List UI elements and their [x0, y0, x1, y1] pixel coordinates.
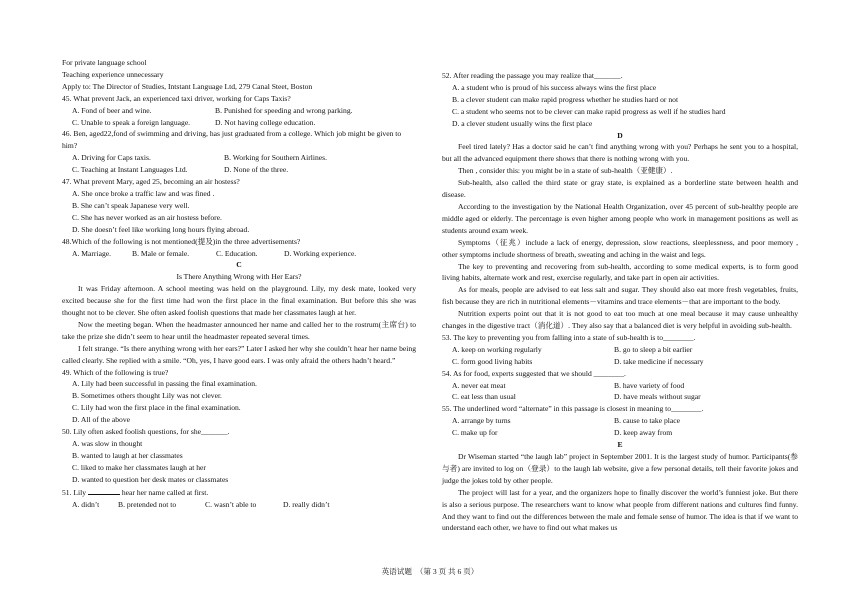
question-53-stem: 53. The key to preventing you from falling into a state of sub-health is to________. [442, 332, 696, 342]
option-d: D. really didn’t [283, 499, 330, 509]
question-55-options-row2 [442, 427, 798, 439]
option-d: D. None of the three. [224, 165, 289, 175]
passage-paragraph: Dr Wiseman started “the laugh lab” project in September 2001. It is the largest study of humor. Participants(参与者) are invited to log on（登录）to the laugh lab website, give a few personal details, tell their favorite jokes and judge the jokes told by other people. [442, 452, 798, 485]
question-49-stem: 49. Which of the following is true? [62, 367, 169, 377]
passage-paragraph: According to the investigation by the National Health Organization, over 45 percent of sub-healthy people are middle aged or elderly. The percentage is even higher among people who work in management positions as well as students around exam week. [442, 201, 798, 235]
question-48-options [62, 248, 416, 260]
option-a: A. arrange by turns [452, 416, 511, 426]
question-51-stem-end: hear her name called at first. [121, 487, 209, 497]
passage-paragraph: Now the meeting began. When the headmaster announced her name and called her to the rostrum(主席台) to take the prize she didn’t seem to hear until the headmaster repeated several times. [62, 319, 416, 341]
question-46-options-row1 [62, 152, 416, 164]
left-column [62, 57, 416, 510]
question-51-options [62, 499, 416, 511]
option-a: A. Driving for Caps taxis. [72, 153, 151, 163]
question-54-options-row2 [442, 391, 798, 403]
option-b: B. Male or female. [132, 248, 190, 258]
option-a: A. a student who is proud of his success always wins the first place [452, 82, 657, 92]
option-d: D. wanted to question her desk mates or classmates [72, 474, 229, 484]
question-48-stem: 48.Which of the following is not mentioned(提及)in the three advertisements? [62, 236, 301, 246]
option-a: A. She once broke a traffic law and was fined . [72, 188, 215, 198]
answer-blank [88, 486, 120, 495]
option-a: A. keep on working regularly [452, 344, 542, 354]
option-c: C. She has never worked as an air hostess before. [72, 212, 222, 222]
question-47-stem: 47. What prevent Mary, aged 25, becoming an air hostess? [62, 177, 240, 187]
passage-paragraph: The project will last for a year, and the organizers hope to finally discover the world’s funniest joke. But there is also a serious purpose. The researchers want to know what people from different nations and cultures find funny. And they want to find out the differences between the male and female sense of humor. The idea is that if we want to understand each other, we have to find out what makes us [442, 487, 798, 533]
option-d: D. a clever student usually wins the first place [452, 118, 593, 128]
section-e-letter: E [617, 440, 623, 450]
question-50-stem: 50. Lily often asked foolish questions, for she_______. [62, 427, 230, 437]
option-d: D. All of the above [72, 415, 130, 425]
question-53-options-row1 [442, 344, 798, 356]
option-d: D. keep away from [614, 428, 673, 438]
passage-paragraph: Nutrition experts point out that it is not good to eat too much at one meal because it may cause unhealthy changes in the digestive tract（消化道）. They also say that a balanced diet is very helpful in avoiding sub-health. [442, 309, 798, 331]
passage-paragraph: Feel tired lately? Has a doctor said he can’t find anything wrong with you? Perhaps he sent you to a hospital, but all the advanced equipment there shows that there is nothing wrong with you. [442, 142, 798, 164]
option-a: A. didn’t [72, 499, 100, 509]
passage-paragraph: As for meals, people are advised to eat less salt and sugar. They should also eat more fresh vegetables, fruits, fish because they are rich in nutritional elements－vitamins and trace elements－that are important to the body. [442, 285, 798, 307]
option-d: D. She doesn’t feel like working long hours flying abroad. [72, 224, 250, 234]
question-53-options-row2 [442, 356, 798, 368]
option-b: B. wanted to laugh at her classmates [72, 450, 183, 460]
question-52-stem: 52. After reading the passage you may realize that_______. [442, 71, 623, 80]
option-d: D. have meals without sugar [614, 392, 701, 402]
option-a: A. was slow in thought [72, 439, 143, 448]
option-c: C. Education. [216, 248, 258, 258]
option-c: C. Lily had won the first place in the final examination. [72, 403, 241, 413]
question-45-stem: 45. What prevent Jack, an experienced taxi driver, working for Caps Taxis? [62, 93, 291, 103]
ad-line: For private language school [62, 58, 147, 67]
option-a: A. Fond of beer and wine. [72, 105, 152, 115]
question-55-options-row1 [442, 415, 798, 427]
section-c-letter: C [236, 260, 242, 270]
section-d-letter: D [617, 130, 623, 140]
option-b: B. Working for Southern Airlines. [224, 153, 328, 163]
passage-paragraph: Then , consider this: you might be in a state of sub-health（亚健康）. [458, 166, 673, 176]
option-c: C. make up for [452, 428, 498, 438]
right-column [442, 70, 798, 534]
passage-paragraph: I felt strange. “Is there anything wrong with her ears?” Later I asked her why she couldn’t hear her name being called clearly. She replied with a smile. “Oh, yes, I have good ears. I was only afraid the others hadn’t heard.” [62, 343, 416, 365]
option-b: B. have variety of food [614, 380, 685, 390]
page-footer: 英语试题 （第 3 页 共 6 页） [381, 567, 479, 576]
question-55-stem: 55. The underlined word “alternate” in this passage is closest in meaning to________. [442, 404, 704, 414]
option-d: D. Not having college education. [215, 117, 316, 127]
option-c: C. Teaching at Instant Languages Ltd. [72, 165, 188, 175]
option-b: B. a clever student can make rapid progress whether he studies hard or not [452, 94, 679, 104]
option-c: C. eat less than usual [452, 392, 516, 402]
option-d: D. Working experience. [284, 248, 357, 258]
passage-paragraph: Sub-health, also called the third state or gray state, is explained as a borderline state between health and disease. [442, 178, 798, 200]
section-c-title: Is There Anything Wrong with Her Ears? [176, 272, 302, 282]
question-51-stem-start: 51. Lily [62, 487, 87, 497]
question-54-stem: 54. As for food, experts suggested that we should ________. [442, 368, 626, 378]
ad-line: Apply to: The Director of Studies, Intstant Language Ltd, 279 Canal Steet, Boston [62, 81, 313, 91]
question-51-stem [62, 486, 416, 499]
option-b: B. She can’t speak Japanese very well. [72, 200, 190, 210]
option-b: B. Sometimes others thought Lily was not clever. [72, 391, 222, 401]
option-b: B. go to sleep a bit earlier [614, 344, 693, 354]
passage-paragraph: It was Friday afternoon. A school meeting was held on the playground. Lily, my desk mate, looked very excited because she for the first time had won the first place in the final examination. But before this she was thought not to be clever. She often asked foolish questions that made her classmates laugh at her. [62, 284, 416, 318]
ad-line: Teaching experience unnecessary [62, 69, 164, 79]
option-d: D. take medicine if necessary [614, 356, 704, 366]
option-c: C. a student who seems not to be clever can make rapid progress as well if he studies hard [452, 106, 726, 116]
option-c: C. Unable to speak a foreign language. [72, 117, 191, 127]
option-a: A. Marriage. [72, 248, 112, 258]
question-46-options-row2 [62, 164, 416, 176]
question-54-options-row1 [442, 380, 798, 392]
question-46-stem: 46. Ben, aged22,fond of swimming and driving, has just graduated from a college. Which job might be given to him? [62, 129, 402, 151]
passage-paragraph: Symptoms（征兆）include a lack of energy, depression, slow reactions, sleeplessness, and poor memory , other symptoms include shortness of breath, sweating and aching in the waist and legs. [442, 237, 798, 259]
question-45-options-row2 [62, 117, 416, 129]
option-c: C. form good living habits [452, 356, 533, 366]
option-a: A. Lily had been successful in passing the final examination. [72, 379, 257, 389]
passage-paragraph: The key to preventing and recovering from sub-health, according to some medical experts, is to form good living habits, alternate work and rest, exercise regularly, and take part in open air activities. [442, 261, 798, 283]
option-a: A. never eat meat [452, 380, 506, 390]
question-45-options-row1 [62, 105, 416, 117]
option-c: C. wasn’t able to [205, 499, 257, 509]
option-b: B. pretended not to [118, 499, 177, 509]
option-b: B. Punished for speeding and wrong parking. [215, 105, 353, 115]
option-c: C. liked to make her classmates laugh at her [72, 462, 206, 472]
option-b: B. cause to take place [614, 416, 680, 426]
